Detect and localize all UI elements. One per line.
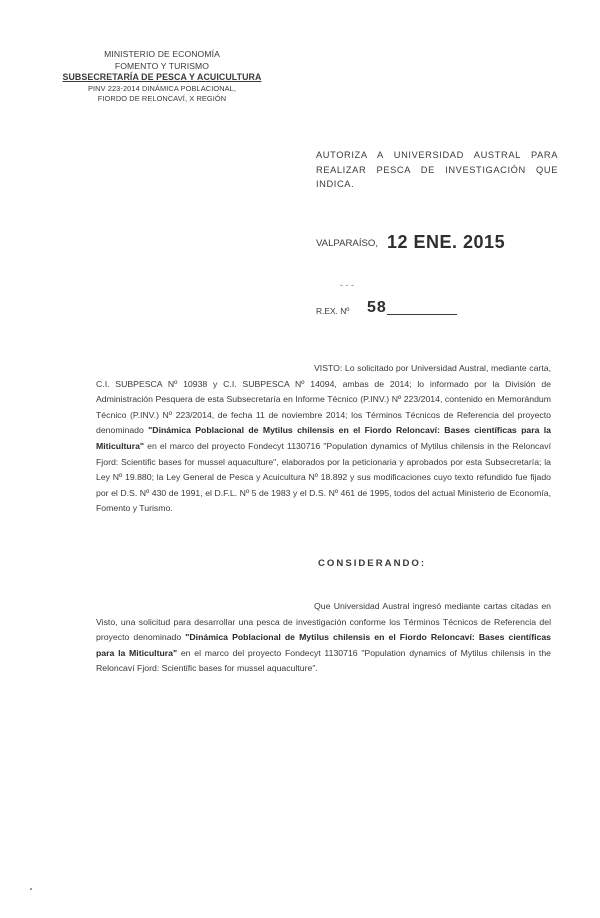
reference-line-1: PINV 223-2014 DINÁMICA POBLACIONAL,	[87, 83, 237, 93]
resolution-number-underline	[387, 314, 457, 315]
ministry-name: MINISTERIO DE ECONOMÍA	[104, 49, 220, 59]
visto-paragraph	[96, 361, 551, 517]
considerando-paragraph-1	[96, 599, 551, 677]
considerando-project-title: "Dinámica Poblacional de Mytilus chilensis en el Fiordo Reloncaví: Bases científicas para la Miticultura"	[96, 632, 552, 658]
scan-speck	[30, 888, 32, 890]
stamp-mark: - - -	[340, 280, 354, 290]
ministry-name-2: FOMENTO Y TURISMO	[114, 60, 210, 71]
considerando-text-1: Que Universidad Austral ingresó mediante cartas citadas en Visto, una solicitud para desarrollar una pesca de investigación conforme los Términos Técnicos de Referencia del proyecto denominado	[96, 601, 551, 643]
place-label: VALPARAÍSO,	[316, 238, 379, 249]
resolution-number-label: R.EX. Nº	[316, 306, 350, 316]
reference-line-2: FIORDO DE RELONCAVÍ, X REGIÓN	[97, 94, 227, 103]
resolution-number: 58	[367, 299, 387, 316]
resolution-summary: AUTORIZA A UNIVERSIDAD AUSTRAL PARA REALIZAR PESCA DE INVESTIGACIÓN QUE INDICA.	[316, 150, 558, 189]
visto-project-title: "Dinámica Poblacional de Mytilus chilensis en el Fiordo Reloncaví: Bases científicas para la Miticultura"	[96, 425, 552, 451]
letterhead	[62, 49, 262, 105]
considerando-text-2: en el marco del proyecto Fondecyt 1130716 "Population dynamics of Mytilus chilensis in the Reloncaví Fjord: Scientific bases for mussel aquaculture".	[96, 647, 551, 674]
subsecretaria-name: SUBSECRETARÍA DE PESCA Y ACUICULTURA	[62, 72, 262, 82]
considerando-heading: CONSIDERANDO:	[318, 558, 427, 569]
date-stamp: 12 ENE. 2015	[387, 232, 506, 252]
visto-text-2: en el marco del proyecto Fondecyt 1130716 "Population dynamics of Mytilus chilensis in the Reloncaví Fjord: Scientific bases for mussel aquaculture", elaborados por la peticionaria y aprobados por esta Subsecretaría; la Ley Nº 19.880; la Ley General de Pesca y Acuicultura Nº 18.892 y sus modificaciones cuyo texto refundido fue fijado por el D.S. Nº 430 de 1991, el D.F.L. Nº 5 de 1983 y el D.S. Nº 461 de 1995, todos del actual Ministerio de Economía, Fomento y Turismo.	[96, 440, 551, 514]
visto-text-1: Lo solicitado por Universidad Austral, mediante carta, C.I. SUBPESCA Nº 10938 y C.I. SUBPESCA Nº 14094, ambas de 2014; lo informado por la División de Administración Pesquera de esta Subsecretaría en Informe Técnico (P.INV.) Nº 223/2014, contenido en Memorándum Técnico (P.INV.) Nº 223/2014, de fecha 11 de noviembre 2014; los Términos Técnicos de Referencia del proyecto denominado	[96, 363, 551, 436]
visto-lead: VISTO:	[314, 363, 343, 373]
